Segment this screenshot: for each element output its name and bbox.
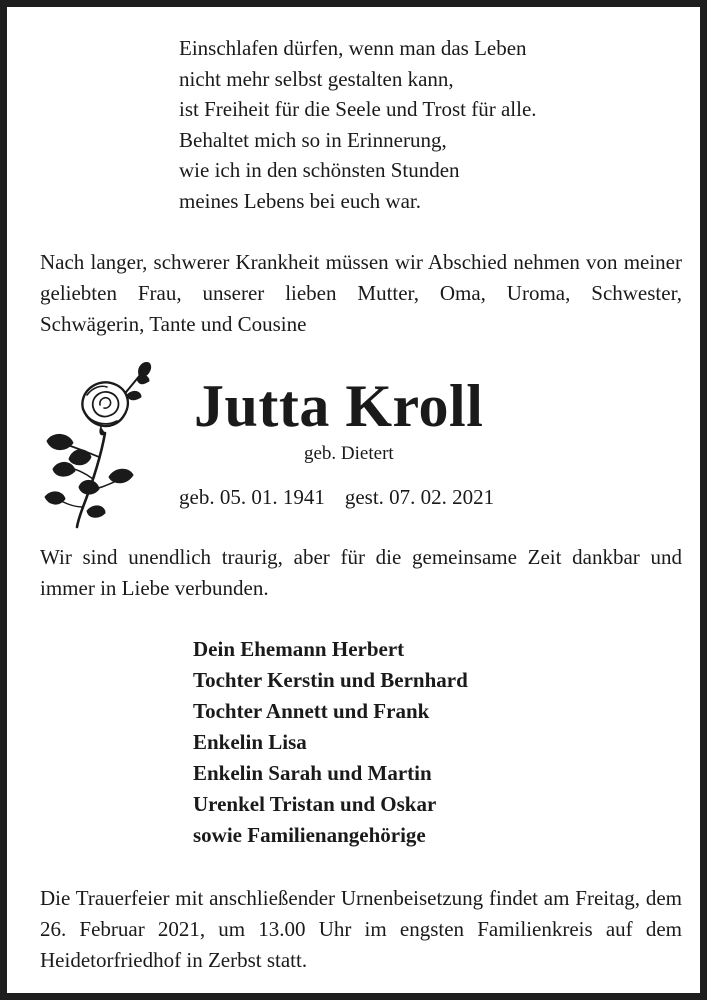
mourner-line: Dein Ehemann Herbert (193, 637, 405, 661)
poem-line: meines Lebens bei euch war. (179, 188, 421, 213)
announcement-text: Nach langer, schwerer Krankheit müssen wir Abschied nehmen von meiner geliebten Frau, unserer lieben Mutter, Oma, Uroma, Schwester, Schwägerin, Tante und Cousine (40, 250, 682, 336)
poem-line: ist Freiheit für die Seele und Trost für alle. (179, 97, 537, 121)
mourner-line: Urenkel Tristan und Oskar (193, 792, 437, 816)
poem (179, 33, 537, 216)
poem-line: Behaltet mich so in Erinnerung, (179, 127, 447, 152)
mourner-line: Enkelin Lisa (193, 730, 307, 754)
rose-icon (43, 361, 155, 531)
deceased-name: Jutta Kroll (194, 373, 484, 439)
mourners-list (193, 634, 468, 851)
funeral-service-text: Die Trauerfeier mit anschließender Urnenbeisetzung findet am Freitag, dem 26. Februar 2021, um 13.00 Uhr im engsten Familienkreis auf dem Heidetorfriedhof in Zerbst statt. (40, 886, 682, 972)
life-dates (179, 483, 494, 511)
mourner-line: sowie Familienangehörige (193, 823, 426, 847)
death-date: gest. 07. 02. 2021 (344, 485, 495, 509)
birth-date: geb. 05. 01. 1941 (179, 485, 325, 509)
mourner-line: Tochter Kerstin und Bernhard (193, 668, 468, 692)
poem-line: nicht mehr selbst gestalten kann, (179, 66, 454, 91)
poem-line: wie ich in den schönsten Stunden (179, 158, 460, 182)
thanks-text: Wir sind unendlich traurig, aber für die gemeinsame Zeit dankbar und immer in Liebe verbunden. (40, 545, 682, 600)
poem-line: Einschlafen dürfen, wenn man das Leben (179, 36, 527, 60)
mourner-line: Tochter Annett und Frank (193, 699, 430, 723)
maiden-name: geb. Dietert (304, 443, 394, 464)
mourner-line: Enkelin Sarah und Martin (193, 761, 432, 785)
